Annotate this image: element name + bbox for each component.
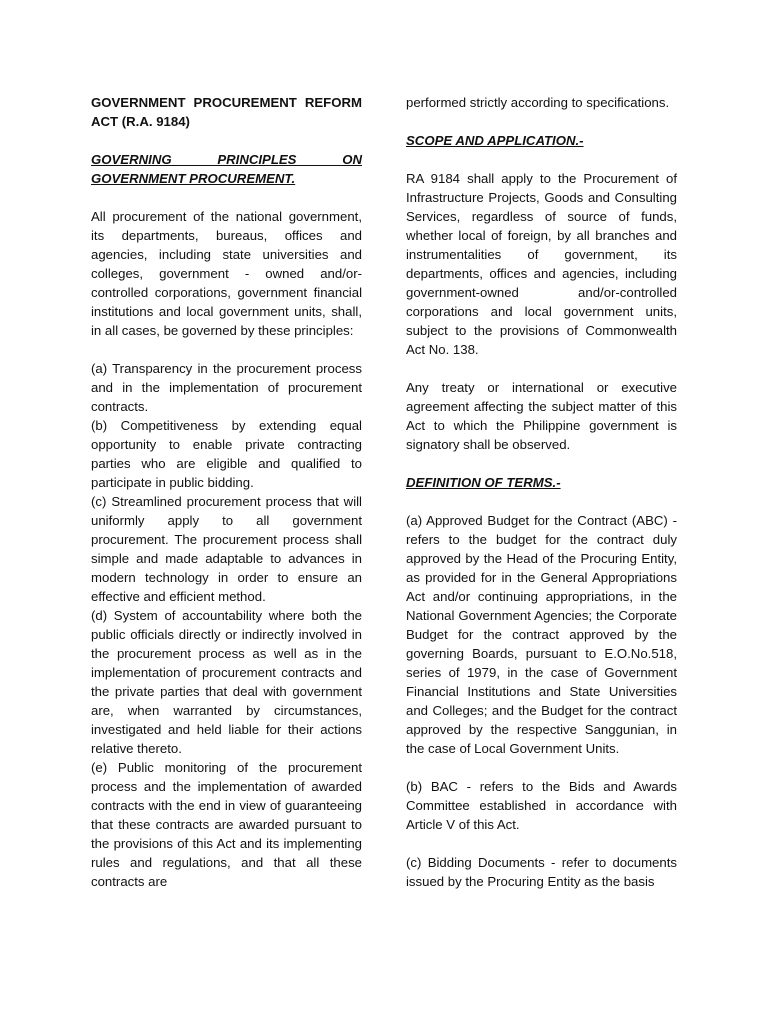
principle-item: (d) System of accountability where both the public officials directly or indirectly involved in the procurement process as well as in the implementation of procurement contracts and the private parties that deal with government are, when warranted by circumstances, investigated and held liable for their actions relative thereto. bbox=[91, 608, 362, 756]
document-title: GOVERNMENT PROCUREMENT REFORM ACT (R.A. 9184) bbox=[91, 95, 362, 129]
principle-item: (b) Competitiveness by extending equal opportunity to enable private contracting parties who are eligible and qualified to participate in public bidding. bbox=[91, 418, 362, 490]
scope-paragraph: RA 9184 shall apply to the Procurement of Infrastructure Projects, Goods and Consulting Services, regardless of source of funds, whether local of foreign, by all branches and instrumentalities of government, its departments, offices and agencies, including government-owned and/or-controlled corporations and local government units, subject to the provisions of Commonwealth Act No. 138. bbox=[406, 171, 677, 357]
principle-item: (e) Public monitoring of the procurement process and the implementation of awarded contracts with the end in view of guaranteeing that these contracts are awarded pursuant to the provisions of this Act and its implementing rules and regulations, and that all these contracts are bbox=[91, 760, 362, 889]
scope-heading: SCOPE AND APPLICATION.- bbox=[406, 133, 584, 148]
definition-item: (a) Approved Budget for the Contract (ABC) - refers to the budget for the contract duly approved by the Head of the Procuring Entity, as provided for in the General Appropriations Act and/or continuing appropriations, in the National Government Agencies; the Corporate Budget for the contract approved by the governing Boards, pursuant to E.O.No.518, series of 1979, in the case of Government Financial Institutions and State Universities and Colleges; and the Budget for the contract approved by the respective Sanggunian, in the case of Local Government Units. bbox=[406, 513, 677, 756]
principle-item: (a) Transparency in the procurement process and in the implementation of procurement contracts. bbox=[91, 361, 362, 414]
principle-continuation: performed strictly according to specifications. bbox=[406, 95, 670, 110]
definition-item: (c) Bidding Documents - refer to documents issued by the Procuring Entity as the basis bbox=[406, 855, 677, 889]
definition-item: (b) BAC - refers to the Bids and Awards Committee established in accordance with Article V of this Act. bbox=[406, 779, 677, 832]
left-column bbox=[91, 93, 362, 891]
principles-intro: All procurement of the national government, its departments, bureaus, offices and agencies, including state universities and colleges, government - owned and/or-controlled corporations, government financial institutions and local government units, shall, in all cases, be governed by these principles: bbox=[91, 209, 362, 338]
scope-paragraph: Any treaty or international or executive agreement affecting the subject matter of this Act to which the Philippine government is signatory shall be observed. bbox=[406, 380, 677, 452]
principles-heading: GOVERNING PRINCIPLES ON GOVERNMENT PROCUREMENT. bbox=[91, 152, 362, 186]
right-column bbox=[406, 93, 677, 891]
definitions-heading: DEFINITION OF TERMS.- bbox=[406, 475, 561, 490]
principle-item: (c) Streamlined procurement process that will uniformly apply to all government procurement. The procurement process shall simple and made adaptable to advances in modern technology in order to ensure an effective and efficient method. bbox=[91, 494, 362, 604]
